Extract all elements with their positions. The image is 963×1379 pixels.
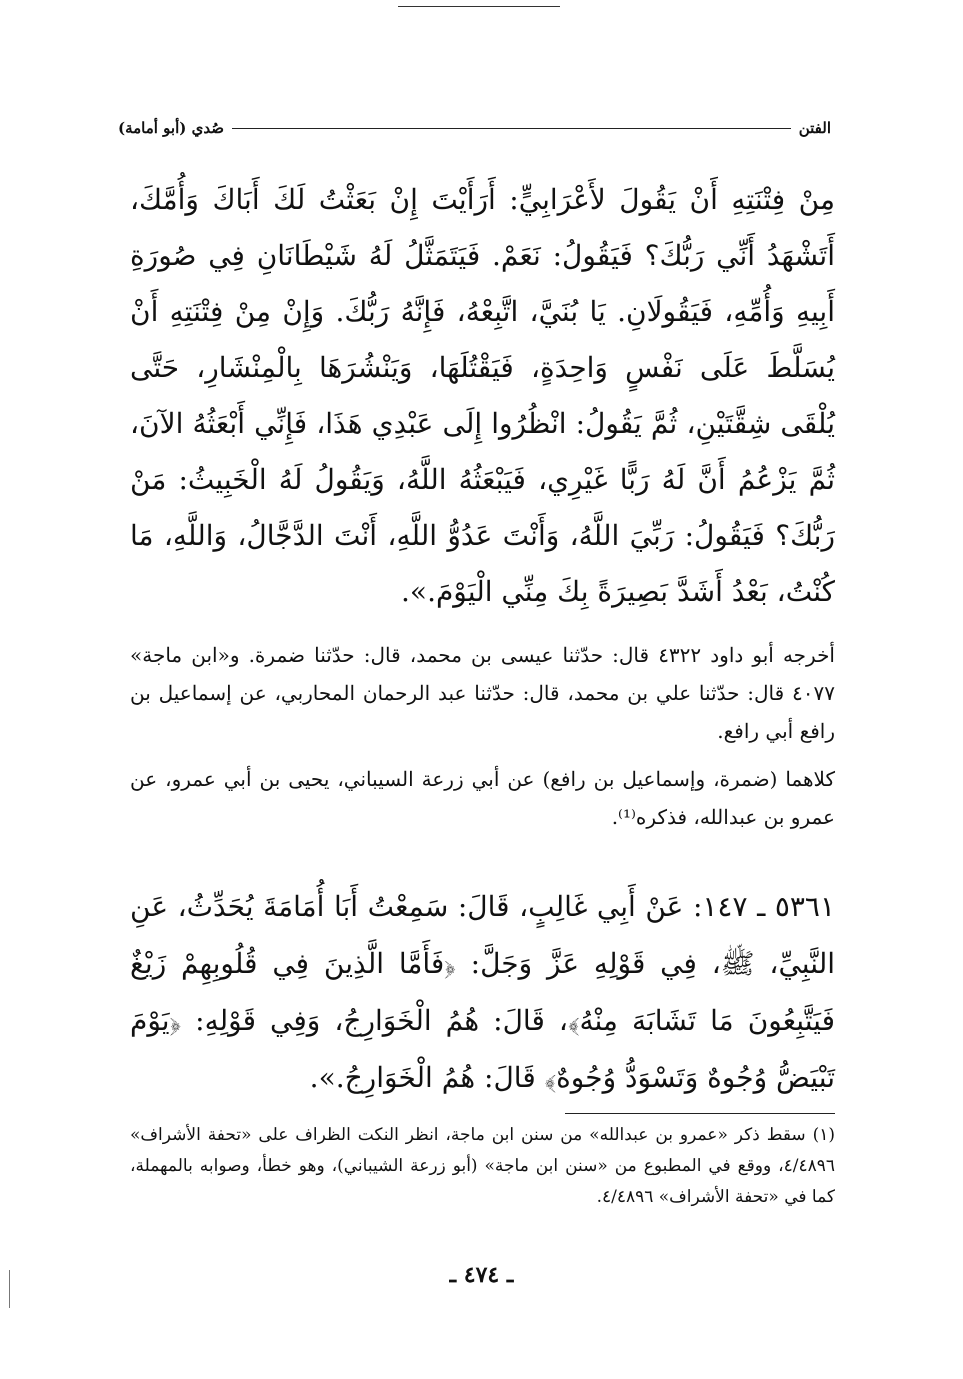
source-paragraph-1: أخرجه أبو داود ٤٣٢٢ قال: حدّثنا عيسى بن محمد، قال: حدّثنا ضمرة. و«ابن ماجة» ٤٠٧٧ قال: حدّثنا علي بن محمد، قال: حدّثنا عبد الرحمان المحاربي، عن إسماعيل بن رافع أبي رافع. bbox=[130, 643, 835, 743]
header-chapter-title: الفتن bbox=[798, 119, 831, 137]
source-attribution bbox=[130, 636, 835, 836]
header-narrator-title: صُدي (أبو أمامة) bbox=[118, 119, 224, 137]
running-header bbox=[118, 116, 831, 140]
top-decorative-rule bbox=[398, 6, 560, 7]
hadith-continuation-text: مِنْ فِتْنَتِهِ أَنْ يَقُولَ لأَعْرَابِيٍّ: أَرَأَيْتَ إِنْ بَعَثْتُ لَكَ أَبَاكَ وَأُمَّكَ، أَتَشْهَدُ أَنِّي رَبُّكَ؟ فَيَقُولُ: نَعَمْ. فَيَتَمَثَّلُ لَهُ شَيْطَانَانِ فِي صُورَةِ أَبِيهِ وَأُمِّهِ، فَيَقُولَانِ. يَا بُنَيَّ، اتَّبِعْهُ، فَإِنَّهُ رَبُّكَ. وَإِنْ مِنْ فِتْنَتِهِ أَنْ يُسَلَّطَ عَلَى نَفْسٍ وَاحِدَةٍ، فَيَقْتُلَهَا، وَيَنْشُرَهَا بِالْمِنْشَارِ، حَتَّى يُلْقَى شِقَّتَيْنِ، ثُمَّ يَقُولُ: انْظُرُوا إِلَى عَبْدِي هَذَا، فَإِنِّي أَبْعَثُهُ الآنَ، ثُمَّ يَزْعُمُ أَنَّ لَهُ رَبًّا غَيْرِي، فَيَبْعَثُهُ اللَّهُ، وَيَقُولُ لَهُ الْخَبِيثُ: مَنْ رَبُّكَ؟ فَيَقُولُ: رَبِّيَ اللَّهُ، وَأَنْتَ عَدُوُّ اللَّهِ، أَنْتَ الدَّجَّالُ، وَاللَّهِ، مَا كُنْتُ، بَعْدُ أَشَدَّ بَصِيرَةً بِكَ مِنِّي الْيَوْمَ.». bbox=[130, 183, 836, 608]
page-number: ـ ٤٧٤ ـ bbox=[449, 1262, 514, 1288]
source-paragraph-2: كلاهما (ضمرة، وإسماعيل بن رافع) عن أبي زرعة السيباني، يحيى بن أبي عمرو، عن عمرو بن عبدالله، فذكره⁽¹⁾. bbox=[130, 767, 836, 829]
hadith-entry-text: ٥٣٦١ ـ ١٤٧: عَنْ أَبِي غَالِبٍ، قَالَ: سَمِعْتُ أَبَا أُمَامَةَ يُحَدِّثُ، عَنِ النَّبِيِّ، ﷺ، فِي قَوْلِهِ عَزَّ وَجَلَّ: ﴿فَأَمَّا الَّذِينَ فِي قُلُوبِهِمْ زَيْغٌ فَيَتَّبِعُونَ مَا تَشَابَهَ مِنْهُ﴾، قَالَ: هُمُ الْخَوَارِجُ، وَفِي قَوْلِهِ: ﴿يَوْمَ تَبْيَضُّ وُجُوهٌ وَتَسْوَدُّ وُجُوهٌ﴾ قَالَ: هُمُ الْخَوَارِجُ.». bbox=[130, 890, 835, 1094]
footnote-separator bbox=[565, 1113, 835, 1114]
header-rule bbox=[232, 128, 791, 129]
hadith-entry bbox=[130, 878, 835, 1106]
footnotes bbox=[130, 1120, 835, 1213]
hadith-continuation bbox=[130, 172, 835, 620]
margin-mark bbox=[9, 1270, 10, 1308]
footnote-1: (١) سقط ذكر «عمرو بن عبدالله» من سنن ابن ماجة، انظر النكت الظراف على «تحفة الأشراف» ٤/٤٨٩٦، ووقع في المطبوع من «سنن ابن ماجة» (أبو زرعة الشيباني)، وهو خطأ، وصوابه بالمهملة، كما في «تحفة الأشراف» ٤/٤٨٩٦. bbox=[130, 1125, 835, 1207]
